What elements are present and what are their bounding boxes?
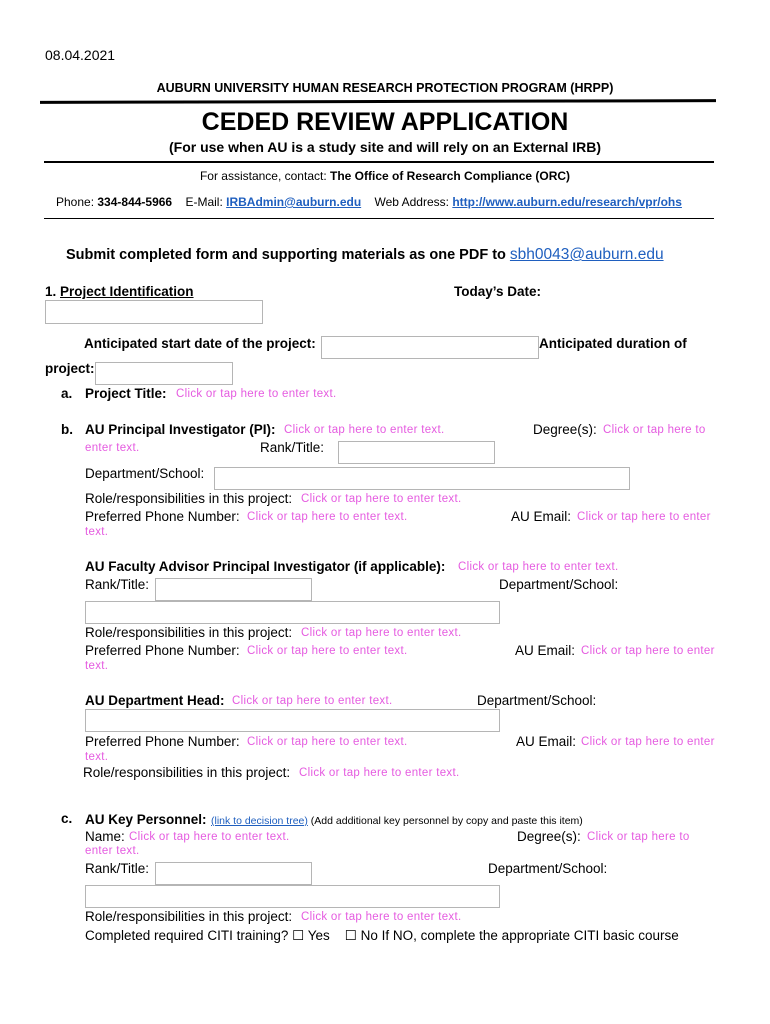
key-personnel-note: (Add additional key personnel by copy and paste this item) [307,815,583,827]
email-label: E-Mail: [185,195,227,209]
divider [44,218,714,219]
advisor-email-field[interactable]: Click or tap here to enter [581,645,715,657]
dept-head-role-field[interactable]: Click or tap here to enter text. [299,767,460,779]
section-heading [45,284,194,299]
contact-line [56,195,682,209]
advisor-email-field-cont[interactable]: text. [85,660,109,672]
start-date-label: Anticipated start date of the project: [84,336,316,351]
dept-head-phone-label: Preferred Phone Number: [85,734,240,749]
pi-degrees-field[interactable]: Click or tap here to [603,424,706,436]
advisor-role-field[interactable]: Click or tap here to enter text. [301,627,462,639]
dept-head-email-field[interactable]: Click or tap here to enter [581,736,715,748]
duration-label: Anticipated duration of [539,336,687,351]
pi-degrees-label: Degree(s): [533,422,597,437]
pi-email-label: AU Email: [511,509,572,524]
dept-head-label: AU Department Head: [85,693,225,708]
pi-dept-label: Department/School: [85,466,205,481]
section-title: Project Identification [60,284,194,299]
kp-degrees-field-cont[interactable]: enter text. [85,845,140,857]
project-title-label: Project Title: [85,386,167,401]
dept-head-phone-field[interactable]: Click or tap here to enter text. [247,736,408,748]
pi-phone-field[interactable]: Click or tap here to enter text. [247,511,408,523]
advisor-dept-label: Department/School: [499,577,619,592]
assistance-line [0,169,770,183]
key-personnel-label: AU Key Personnel: [85,812,207,827]
pi-dept-field[interactable] [214,467,630,490]
citi-yes-checkbox[interactable]: ☐ [292,928,305,943]
email-link[interactable]: IRBAdmin@auburn.edu [226,195,362,209]
page-title: CEDED REVIEW APPLICATION [201,108,569,136]
web-link[interactable]: http://www.auburn.edu/research/vpr/ohs [452,195,682,209]
dept-head-dept-label: Department/School: [477,693,597,708]
pi-degrees-field-cont[interactable]: enter text. [85,442,140,454]
pi-role-field[interactable]: Click or tap here to enter text. [301,493,462,505]
citi-yes-label: Yes [304,928,330,943]
kp-role-field[interactable]: Click or tap here to enter text. [301,911,462,923]
item-b-label: b. [61,422,73,437]
project-title-field[interactable]: Click or tap here to enter text. [176,388,337,400]
dept-head-dept-field[interactable] [85,709,500,732]
kp-degrees-label: Degree(s): [517,829,581,844]
advisor-name-field[interactable]: Click or tap here to enter text. [458,561,619,573]
dept-head-name-field[interactable]: Click or tap here to enter text. [232,695,393,707]
duration-field[interactable] [95,362,233,385]
assist-prefix: For assistance, contact: [199,169,330,183]
advisor-label: AU Faculty Advisor Principal Investigator (if applicable): [85,559,446,574]
advisor-rank-label: Rank/Title: [85,577,150,592]
kp-name-label: Name: [85,829,125,844]
duration-label-cont: project: [45,361,95,376]
assist-office: The Office of Research Compliance (ORC) [330,169,571,183]
key-personnel-heading [85,811,583,829]
citi-no-label: No If NO, complete the appropriate CITI basic course [356,928,679,943]
pi-phone-label: Preferred Phone Number: [85,509,240,524]
phone-label: Phone: [56,195,98,209]
pi-role-label: Role/responsibilities in this project: [85,491,293,506]
item-a-label: a. [61,386,73,401]
advisor-role-label: Role/responsibilities in this project: [85,625,293,640]
kp-degrees-field[interactable]: Click or tap here to [587,831,690,843]
advisor-phone-label: Preferred Phone Number: [85,643,240,658]
citi-question: Completed required CITI training? [85,928,293,943]
org-heading: AUBURN UNIVERSITY HUMAN RESEARCH PROTECTION PROGRAM (HRPP) [156,81,614,95]
citi-no-checkbox[interactable]: ☐ [344,928,357,943]
kp-name-field[interactable]: Click or tap here to enter text. [129,831,290,843]
web-label: Web Address: [374,195,453,209]
kp-dept-label: Department/School: [488,861,608,876]
pi-name-field[interactable]: Click or tap here to enter text. [284,424,445,436]
decision-tree-link[interactable]: (link to decision tree) [211,815,308,827]
kp-rank-field[interactable] [155,862,312,885]
dept-head-email-label: AU Email: [516,734,577,749]
pi-label: AU Principal Investigator (PI): [85,422,276,437]
page-subtitle: (For use when AU is a study site and will rely on an External IRB) [168,139,602,155]
kp-rank-label: Rank/Title: [85,861,150,876]
pi-rank-label: Rank/Title: [260,440,325,455]
advisor-email-label: AU Email: [515,643,576,658]
pi-rank-field[interactable] [338,441,495,464]
item-c-label: c. [61,811,73,826]
section-number: 1. [45,284,61,299]
todays-date-field[interactable] [45,300,263,324]
submit-text: Submit completed form and supporting materials as one PDF to [66,247,510,263]
divider [40,99,716,104]
submit-instructions [66,246,664,264]
citi-line [85,928,679,944]
dept-head-role-label: Role/responsibilities in this project: [83,765,291,780]
pi-email-field[interactable]: Click or tap here to enter [577,511,711,523]
divider [44,161,714,163]
submit-email-link[interactable]: sbh0043@auburn.edu [509,246,664,263]
advisor-dept-field[interactable] [85,601,500,624]
kp-role-label: Role/responsibilities in this project: [85,909,293,924]
start-date-field[interactable] [321,336,539,359]
advisor-phone-field[interactable]: Click or tap here to enter text. [247,645,408,657]
kp-dept-field[interactable] [85,885,500,908]
advisor-rank-field[interactable] [155,578,312,601]
document-date: 08.04.2021 [45,47,116,63]
dept-head-email-field-cont[interactable]: text. [85,751,109,763]
pi-email-field-cont[interactable]: text. [85,526,109,538]
phone-value: 334-844-5966 [97,195,173,209]
todays-date-label: Today’s Date: [454,284,542,299]
